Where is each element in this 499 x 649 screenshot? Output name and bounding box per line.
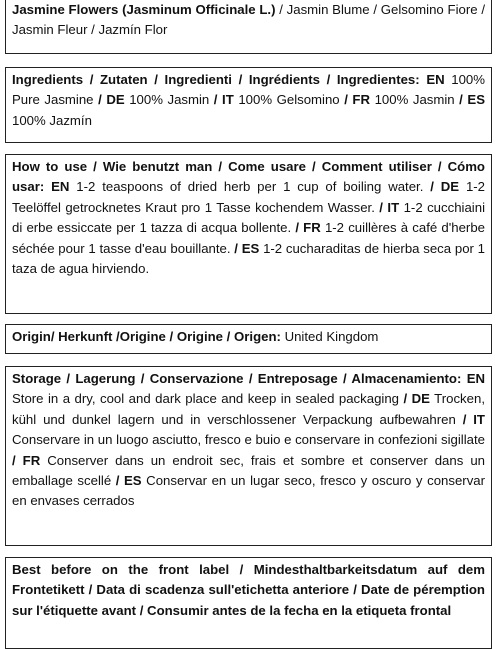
language-separator: /	[455, 411, 474, 427]
language-text: 100% Pure Jasmine	[12, 72, 485, 108]
language-code: ES	[124, 473, 142, 489]
language-code: ES	[241, 240, 260, 256]
ingredients-heading: Ingredients / Zutaten / Ingredienti / Ingrédients / Ingredientes:	[12, 72, 420, 87]
product-name: Jasmine Flowers (Jasminum Officinale L.)	[12, 2, 276, 17]
language-code: EN	[426, 72, 445, 87]
storage-heading: Storage / Lagerung / Conservazione / Entreposage / Almacenamiento:	[12, 371, 462, 386]
best-before-section	[5, 557, 492, 649]
how-to-use-section	[5, 154, 492, 314]
language-text: 1-2 teaspoons of dried herb per 1 cup of boiling water.	[69, 179, 424, 195]
language-separator: /	[209, 92, 223, 108]
language-text: 100% Jasmin	[370, 92, 455, 108]
language-code: EN	[466, 371, 486, 386]
language-code: IT	[473, 411, 485, 427]
ingredients-section	[5, 67, 492, 143]
language-text: 1-2 cucchiaini di erbe essiccate per 1 tazza di acqua bollente.	[12, 199, 485, 236]
language-text: 1-2 cuillères à café d'herbe séchée pour 1 tasse d'eau bouillante.	[12, 220, 485, 256]
language-code: FR	[352, 92, 371, 108]
language-code: DE	[440, 179, 460, 195]
language-text: Conserver dans un endroit sec, frais et sombre et conserver dans un emballage scellé	[12, 452, 485, 489]
language-code: DE	[411, 391, 430, 407]
language-separator: /	[399, 391, 412, 407]
language-separator: /	[454, 92, 468, 108]
storage-section	[5, 366, 492, 546]
language-text: Trocken, kühl und dunkel lagern und in verschlossener Verpackung aufbewahren	[12, 391, 485, 427]
how-to-use-list	[12, 179, 485, 276]
language-separator: /	[230, 240, 242, 256]
language-separator: /	[423, 179, 441, 195]
language-code: DE	[106, 92, 125, 108]
language-code: FR	[22, 452, 41, 468]
storage-list	[12, 371, 485, 508]
language-text: 100% Jasmin	[124, 92, 210, 108]
language-text: 100% Gelsomino	[233, 92, 340, 108]
language-separator: /	[111, 473, 124, 489]
origin-section	[5, 324, 492, 354]
language-separator: /	[339, 92, 353, 108]
language-code: FR	[303, 220, 321, 236]
language-separator: /	[291, 220, 304, 236]
language-separator: /	[93, 92, 107, 108]
language-text: Conservare in un luogo asciutto, fresco e buio e conservare in confezioni sigillate	[12, 432, 485, 448]
language-code: ES	[467, 92, 485, 108]
language-text: 100% Jazmín	[12, 112, 92, 128]
product-title-section	[5, 0, 492, 54]
product-name-translations: / Jasmin Blume / Gelsomino Fiore / Jasmin Fleur / Jazmín Flor	[12, 2, 485, 38]
language-code: EN	[51, 179, 70, 195]
language-text: Store in a dry, cool and dark place and keep in sealed packaging	[12, 391, 399, 407]
language-code: IT	[222, 92, 234, 108]
best-before-text: Best before on the front label / Mindesthaltbarkeitsdatum auf dem Frontetikett / Data di scadenza sull'etichetta anteriore / Date de péremption sur l'étiquette avant / Consumir antes de la fecha en la etiqueta frontal	[12, 562, 485, 618]
origin-value: United Kingdom	[280, 329, 379, 344]
language-separator: /	[374, 199, 388, 215]
language-text: 1-2 Teelöffel getrocknetes Kraut pro 1 Tasse kochendem Wasser.	[12, 179, 486, 215]
language-separator: /	[12, 452, 23, 468]
origin-heading: Origin/ Herkunft /Origine / Origine / Origen:	[12, 329, 281, 344]
language-code: IT	[387, 199, 400, 215]
language-text: 1-2 cucharaditas de hierba seca por 1 taza de agua hirviendo.	[12, 240, 486, 277]
language-text: Conservar en un lugar seco, fresco y oscuro y conservar en envases cerrados	[12, 473, 486, 509]
how-to-use-heading: How to use / Wie benutzt man / Come usare / Comment utiliser / Cómo usar:	[12, 159, 485, 195]
